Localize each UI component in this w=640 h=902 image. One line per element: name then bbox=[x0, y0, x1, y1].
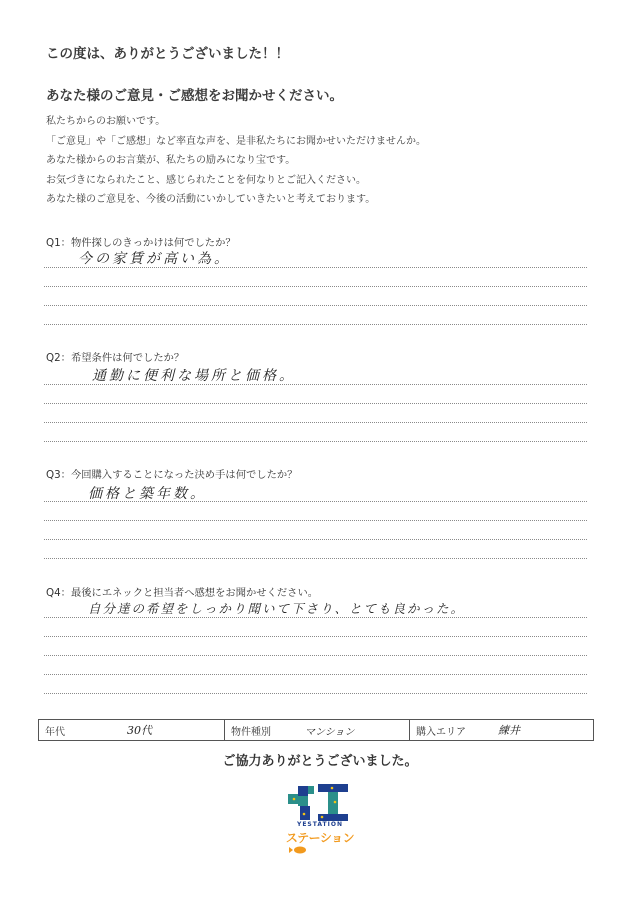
closing-thanks: ご協力ありがとうございました。 bbox=[222, 754, 418, 769]
question-2-label: Q2：希望条件は何でしたか？ bbox=[46, 352, 185, 364]
intro-line: あなた様からのお言葉が、私たちの励みになり宝です。 bbox=[46, 155, 296, 166]
area-cell bbox=[410, 720, 593, 740]
answer-line bbox=[44, 617, 587, 618]
answer-line bbox=[44, 520, 587, 521]
age-label: 年代 bbox=[45, 726, 65, 738]
answer-line bbox=[44, 267, 587, 268]
answer-line bbox=[44, 501, 587, 502]
thank-you-heading: この度は、ありがとうございました！！ bbox=[46, 46, 289, 62]
answer-line bbox=[44, 558, 587, 559]
property-type-cell bbox=[225, 720, 410, 740]
answer-line bbox=[44, 636, 587, 637]
intro-line: お気づきになられたこと、感じられたことを何なりとご記入ください。 bbox=[46, 174, 366, 186]
logo-bottom-text: ステーション bbox=[285, 831, 355, 845]
answer-line bbox=[44, 441, 587, 442]
question-1-answer: 今の家賃が高い為。 bbox=[78, 251, 231, 267]
intro-line: 私たちからのお願いです。 bbox=[46, 116, 166, 127]
answer-line bbox=[44, 286, 587, 287]
question-1-label: Q1：物件探しのきっかけは何でしたか？ bbox=[46, 237, 236, 249]
area-value: 練井 bbox=[498, 724, 520, 737]
question-2-answer: 通勤に便利な場所と価格。 bbox=[92, 368, 296, 384]
intro-paragraph bbox=[46, 112, 426, 210]
answer-line bbox=[44, 422, 587, 423]
question-4-answer: 自分達の希望をしっかり聞いて下さり、とても良かった。 bbox=[88, 601, 466, 616]
age-cell bbox=[39, 720, 225, 740]
answer-line bbox=[44, 324, 587, 325]
answer-line bbox=[44, 403, 587, 404]
area-label: 購入エリア bbox=[416, 726, 466, 738]
answer-line bbox=[44, 674, 587, 675]
question-4-label: Q4：最後にエネックと担当者へ感想をお聞かせください。 bbox=[46, 587, 319, 599]
question-3-answer: 価格と築年数。 bbox=[88, 486, 207, 502]
property-type-value: マンション bbox=[305, 726, 355, 738]
respondent-info-table bbox=[38, 719, 594, 741]
answer-line bbox=[44, 539, 587, 540]
yestation-logo bbox=[282, 780, 358, 860]
answer-line bbox=[44, 655, 587, 656]
question-3-label: Q3：今回購入することになった決め手は何でしたか？ bbox=[46, 469, 298, 481]
answer-line bbox=[44, 384, 587, 385]
property-type-label: 物件種別 bbox=[231, 726, 271, 738]
answer-line bbox=[44, 693, 587, 694]
feedback-request-heading: あなた様のご意見・ご感想をお聞かせください。 bbox=[46, 88, 343, 104]
logo-top-text: YESTATION bbox=[296, 821, 344, 828]
answer-line bbox=[44, 305, 587, 306]
intro-line: 「ご意見」や「ご感想」など率直な声を、是非私たちにお聞かせいただけませんか。 bbox=[46, 135, 426, 147]
intro-line: あなた様のご意見を、今後の活動にいかしていきたいと考えております。 bbox=[46, 194, 376, 205]
age-value: 30代 bbox=[127, 724, 152, 737]
yestation-logo-mark-icon bbox=[282, 780, 358, 860]
